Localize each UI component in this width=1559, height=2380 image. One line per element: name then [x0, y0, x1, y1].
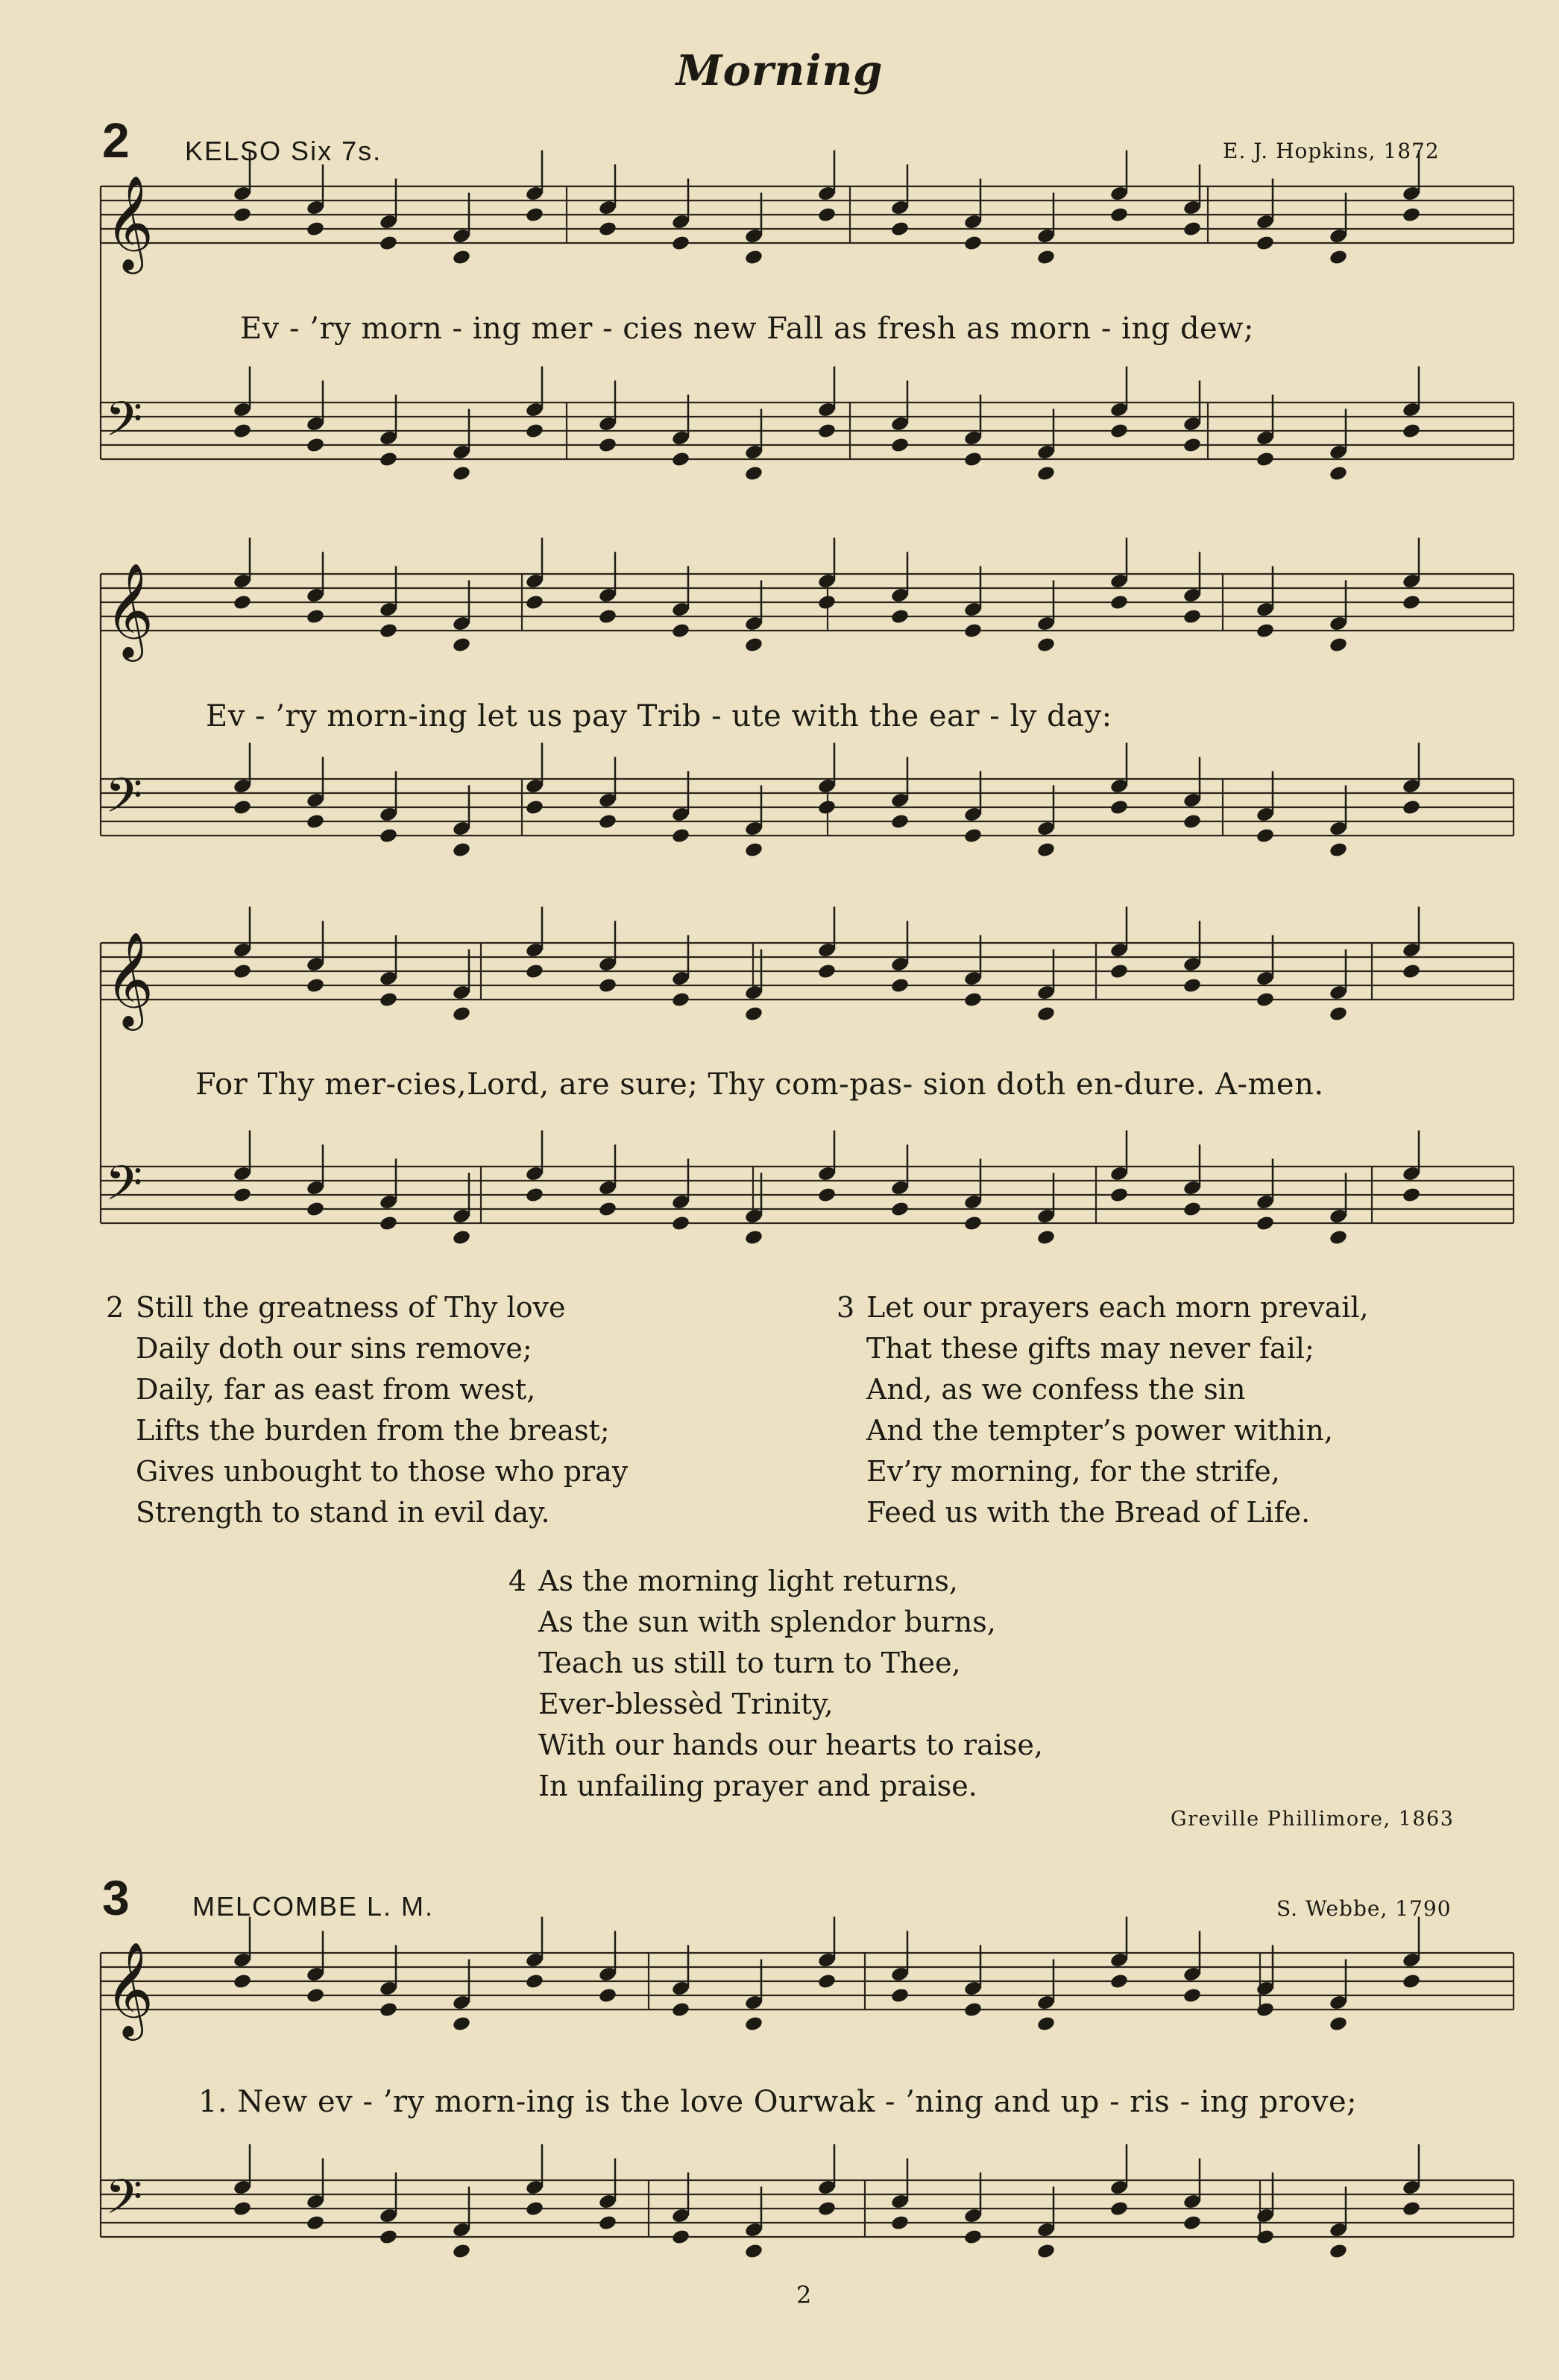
section-title: Morning	[675, 46, 884, 95]
svg-text:𝄞: 𝄞	[105, 174, 154, 270]
verse-number: 2	[106, 1291, 125, 1324]
verse-line: In unfailing prayer and praise.	[538, 1770, 977, 1802]
hymn-number: 2	[102, 113, 130, 168]
verse-line: Gives unbought to those who pray	[136, 1455, 629, 1488]
svg-text:𝄢: 𝄢	[105, 2170, 143, 2237]
lyric-line: Ev - ’ry morn - ing mer - cies new Fall as fresh as morn - ing dew;	[240, 312, 1254, 346]
verse-block	[508, 1561, 1043, 1807]
hymn-number: 3	[102, 1870, 130, 1925]
lyric-line: For Thy mer-cies,Lord, are sure; Thy com-pas- sion doth en-dure. A-men.	[195, 1067, 1324, 1102]
verse-line: Strength to stand in evil day.	[136, 1496, 550, 1529]
svg-text:𝄢: 𝄢	[105, 392, 143, 459]
verse-line: With our hands our hearts to raise,	[538, 1729, 1043, 1761]
verse-number: 4	[508, 1565, 527, 1597]
verse-line: Daily, far as east from west,	[136, 1373, 536, 1406]
verse-line: And the tempter’s power within,	[866, 1414, 1333, 1447]
verse-block	[106, 1287, 628, 1533]
verse-line: Teach us still to turn to Thee,	[538, 1647, 961, 1679]
tune-name: KELSO Six 7s.	[185, 136, 382, 166]
svg-text:𝄢: 𝄢	[105, 768, 143, 836]
verse-line: Ev’ry morning, for the strife,	[866, 1455, 1280, 1488]
verse-line: Ever-blessèd Trinity,	[538, 1688, 834, 1720]
verse-line: And, as we confess the sin	[866, 1373, 1246, 1406]
verse-line: That these gifts may never fail;	[866, 1332, 1314, 1365]
lyric-line: 1. New ev - ’ry morn-ing is the love Ourwak - ’ning and up - ris - ing prove;	[198, 2085, 1358, 2119]
tune-name: MELCOMBE L. M.	[192, 1891, 435, 1922]
verse-line: Still the greatness of Thy love	[136, 1291, 566, 1324]
verse-line: Let our prayers each morn prevail,	[866, 1291, 1369, 1324]
composer: S. Webbe, 1790	[1276, 1896, 1452, 1921]
verse-line: As the morning light returns,	[538, 1565, 958, 1597]
verse-block	[837, 1287, 1369, 1533]
verse-line: Lifts the burden from the breast;	[136, 1414, 610, 1447]
lyric-line: Ev - ’ry morn-ing let us pay Trib - ute with the ear - ly day:	[206, 699, 1112, 733]
verse-number: 3	[837, 1291, 855, 1324]
verse-line: Feed us with the Bread of Life.	[866, 1496, 1311, 1529]
verse-line: Daily doth our sins remove;	[136, 1332, 532, 1365]
svg-text:𝄢: 𝄢	[105, 1156, 143, 1223]
svg-text:𝄞: 𝄞	[105, 931, 154, 1026]
page-number: 2	[796, 2281, 812, 2309]
svg-text:𝄞: 𝄞	[105, 562, 154, 657]
verse-line: As the sun with splendor burns,	[538, 1606, 996, 1638]
svg-text:𝄞: 𝄞	[105, 1941, 154, 2036]
composer: E. J. Hopkins, 1872	[1223, 139, 1440, 163]
hymn-author: Greville Phillimore, 1863	[1171, 1808, 1455, 1831]
